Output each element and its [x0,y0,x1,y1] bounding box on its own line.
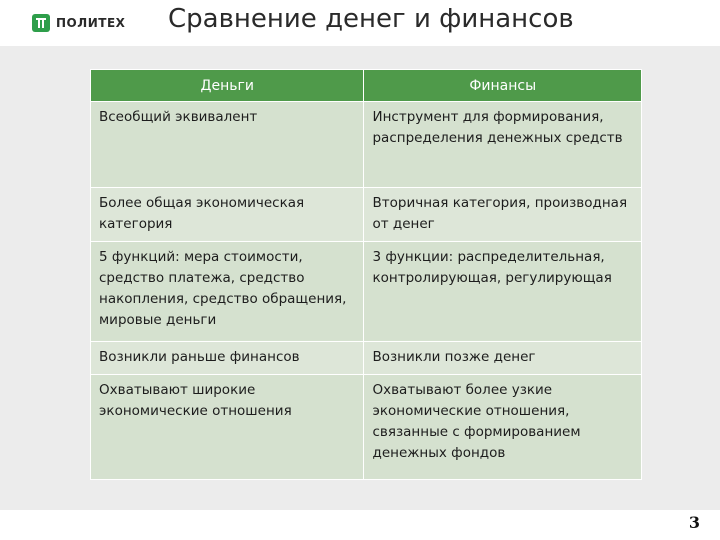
table-header-row [91,70,642,102]
table-cell: Возникли раньше финансов [91,342,364,375]
slide-title: Сравнение денег и финансов [168,4,574,34]
page-number: 3 [688,513,700,532]
table-row [91,188,642,242]
table-cell: 3 функции: распределительная, контролирующая, регулирующая [364,242,642,342]
column-header-finance: Финансы [364,70,642,102]
table-cell: Возникли позже денег [364,342,642,375]
logo-icon [32,14,50,32]
table-cell: Охватывают широкие экономические отношения [91,375,364,480]
table-cell: Вторичная категория, производная от денег [364,188,642,242]
table-cell: Всеобщий эквивалент [91,102,364,188]
comparison-table [90,69,642,480]
table-cell: 5 функций: мера стоимости, средство платежа, средство накопления, средство обращения, мировые деньги [91,242,364,342]
table-cell: Инструмент для формирования, распределения денежных средств [364,102,642,188]
table-cell: Охватывают более узкие экономические отношения, связанные с формированием денежных фондов [364,375,642,480]
table-row [91,375,642,480]
column-header-money: Деньги [91,70,364,102]
logo [32,13,125,33]
table-row [91,242,642,342]
table-cell: Более общая экономическая категория [91,188,364,242]
table-row [91,342,642,375]
logo-text: ПОЛИТЕХ [56,16,126,30]
table-row [91,102,642,188]
